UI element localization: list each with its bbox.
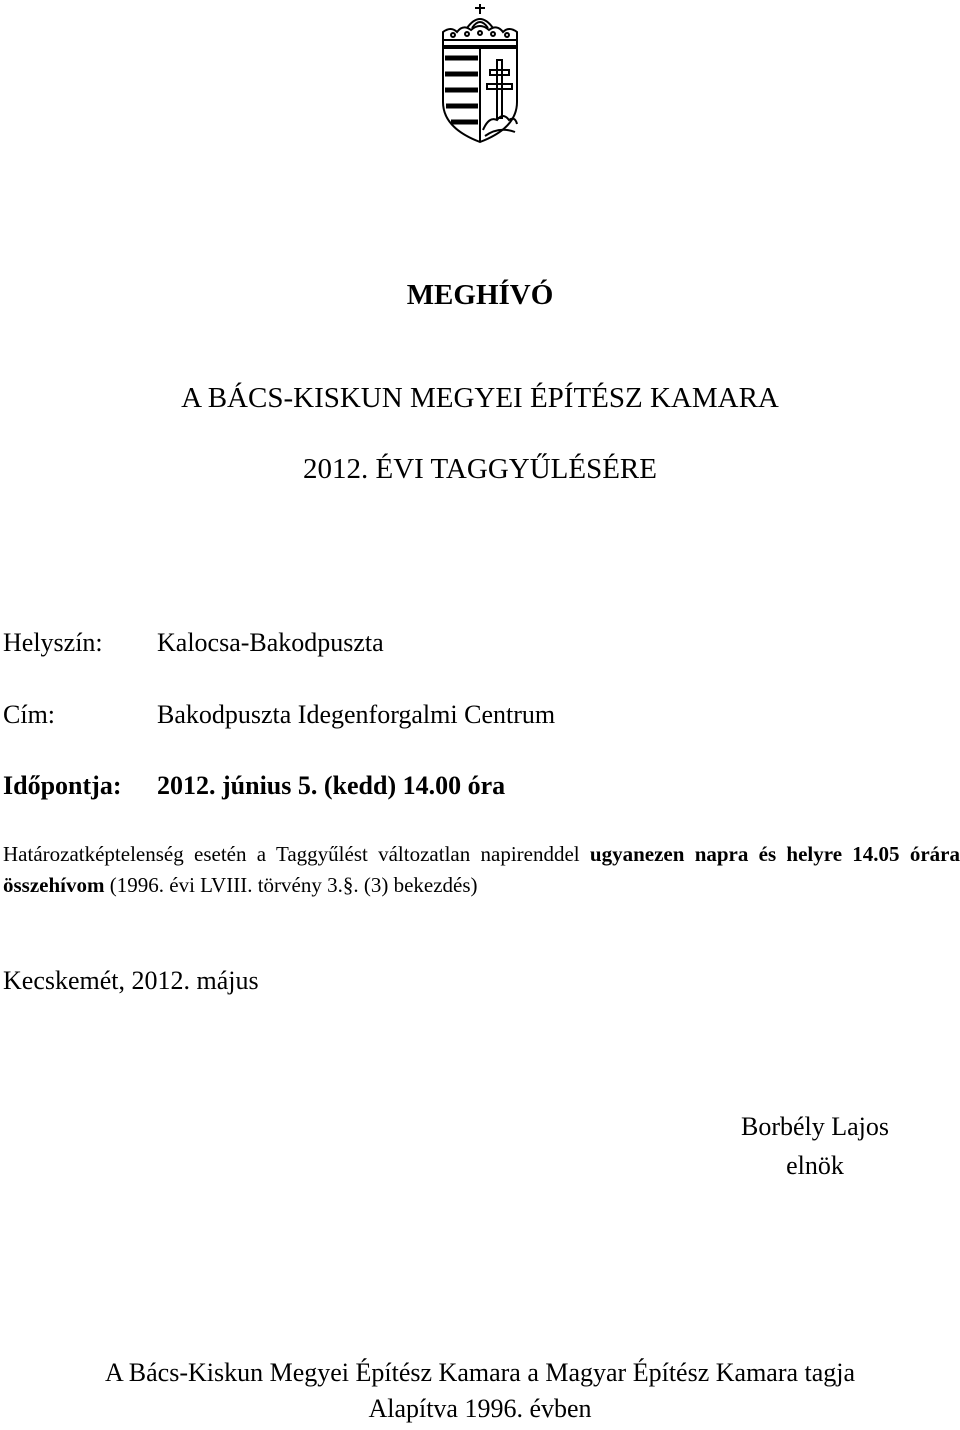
signatory-name: Borbély Lajos bbox=[740, 1112, 890, 1141]
footer-membership: A Bács-Kiskun Megyei Építész Kamara a Magyar Építész Kamara tagja bbox=[104, 1358, 856, 1387]
address-value: Bakodpuszta Idegenforgalmi Centrum bbox=[157, 700, 556, 729]
place-and-date: Kecskemét, 2012. május bbox=[3, 966, 259, 995]
location-label: Helyszín: bbox=[3, 628, 103, 657]
notice-text-bold: ugyanezen napra és helyre 14.05 órára összehívom bbox=[3, 842, 960, 897]
footer-founded: Alapítva 1996. évben bbox=[368, 1394, 592, 1423]
document-title: MEGHÍVÓ bbox=[406, 279, 554, 311]
quorum-notice bbox=[3, 839, 960, 901]
hungarian-coat-of-arms-icon bbox=[437, 2, 523, 144]
notice-text-2: (1996. évi LVIII. törvény 3.§. (3) bekezdés) bbox=[104, 873, 478, 897]
location-value: Kalocsa-Bakodpuszta bbox=[157, 628, 384, 657]
signatory-role: elnök bbox=[786, 1151, 844, 1180]
time-row bbox=[3, 771, 505, 801]
meeting-name: 2012. ÉVI TAGGYŰLÉSÉRE bbox=[303, 453, 657, 485]
address-label: Cím: bbox=[3, 700, 56, 729]
organization-name: A BÁCS-KISKUN MEGYEI ÉPÍTÉSZ KAMARA bbox=[181, 382, 779, 414]
notice-text-1: Határozatképtelenség esetén a Taggyűlést változatlan napirenddel bbox=[3, 842, 590, 866]
time-label: Időpontja: bbox=[3, 771, 122, 800]
time-value: 2012. június 5. (kedd) 14.00 óra bbox=[157, 771, 506, 800]
